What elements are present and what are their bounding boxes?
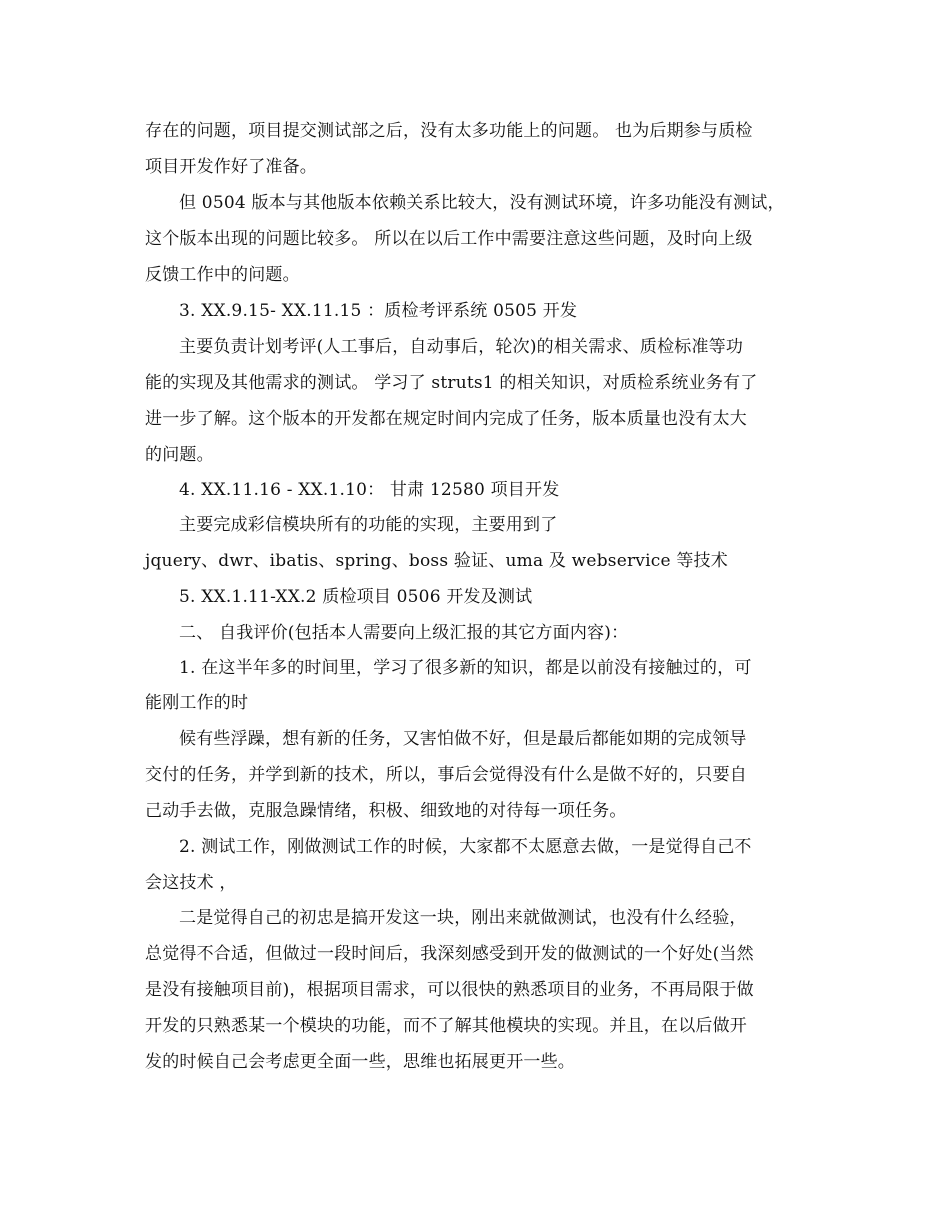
text-line: 是没有接触项目前)，根据项目需求，可以很快的熟悉项目的业务，不再局限于做 bbox=[145, 980, 754, 1000]
text-line: 开发的只熟悉某一个模块的功能，而不了解其他模块的实现。并且，在以后做开 bbox=[145, 1016, 747, 1036]
text-line: 交付的任务，并学到新的技术，所以，事后会觉得没有什么是做不好的，只要自 bbox=[145, 765, 747, 785]
text-line: 能刚工作的时 bbox=[145, 693, 249, 713]
text-line: 反馈工作中的问题。 bbox=[145, 265, 300, 285]
text-line: 二是觉得自己的初忠是搞开发这一块，刚出来就做测试，也没有什么经验， bbox=[179, 908, 747, 928]
text-line: 4. XX.11.16 - XX.1.10： 甘肃 12580 项目开发 bbox=[179, 480, 560, 500]
text-line: 这个版本出现的问题比较多。 所以在以后工作中需要注意这些问题，及时向上级 bbox=[145, 229, 753, 249]
text-line: 但 0504 版本与其他版本依赖关系比较大，没有测试环境，许多功能没有测试， bbox=[179, 193, 785, 213]
text-line: 会这技术 ， bbox=[145, 873, 237, 893]
text-line: 总觉得不合适，但做过一段时间后，我深刻感受到开发的做测试的一个好处(当然 bbox=[145, 944, 754, 964]
text-line: 能的实现及其他需求的测试。 学习了 struts1 的相关知识，对质检系统业务有了 bbox=[145, 373, 758, 393]
text-line: jquery、dwr、ibatis、spring、boss 验证、uma 及 webservice 等技术 bbox=[145, 551, 728, 571]
text-line: 的问题。 bbox=[145, 445, 214, 465]
text-line: 己动手去做，克服急躁情绪，积极、细致地的对待每一项任务。 bbox=[145, 801, 627, 821]
text-line: 主要负责计划考评(人工事后，自动事后，轮次)的相关需求、质检标准等功 bbox=[179, 337, 744, 357]
text-line: 3. XX.9.15- XX.11.15 ：质检考评系统 0505 开发 bbox=[179, 301, 578, 321]
text-line: 项目开发作好了准备。 bbox=[145, 157, 317, 177]
text-line: 5. XX.1.11-XX.2 质检项目 0506 开发及测试 bbox=[179, 587, 533, 607]
text-line: 二、 自我评价(包括本人需要向上级汇报的其它方面内容)： bbox=[179, 623, 629, 643]
text-line: 进一步了解。这个版本的开发都在规定时间内完成了任务，版本质量也没有太大 bbox=[145, 409, 747, 429]
text-line: 2. 测试工作，刚做测试工作的时候，大家都不太愿意去做，一是觉得自己不 bbox=[179, 837, 752, 857]
text-line: 发的时候自己会考虑更全面一些，思维也拓展更开一些。 bbox=[145, 1052, 575, 1072]
text-line: 存在的问题，项目提交测试部之后，没有太多功能上的问题。 也为后期参与质检 bbox=[145, 121, 753, 141]
text-line: 主要完成彩信模块所有的功能的实现，主要用到了 bbox=[179, 515, 558, 535]
text-line: 1. 在这半年多的时间里，学习了很多新的知识，都是以前没有接触过的，可 bbox=[179, 658, 752, 678]
text-line: 候有些浮躁，想有新的任务，又害怕做不好，但是最后都能如期的完成领导 bbox=[179, 729, 747, 749]
